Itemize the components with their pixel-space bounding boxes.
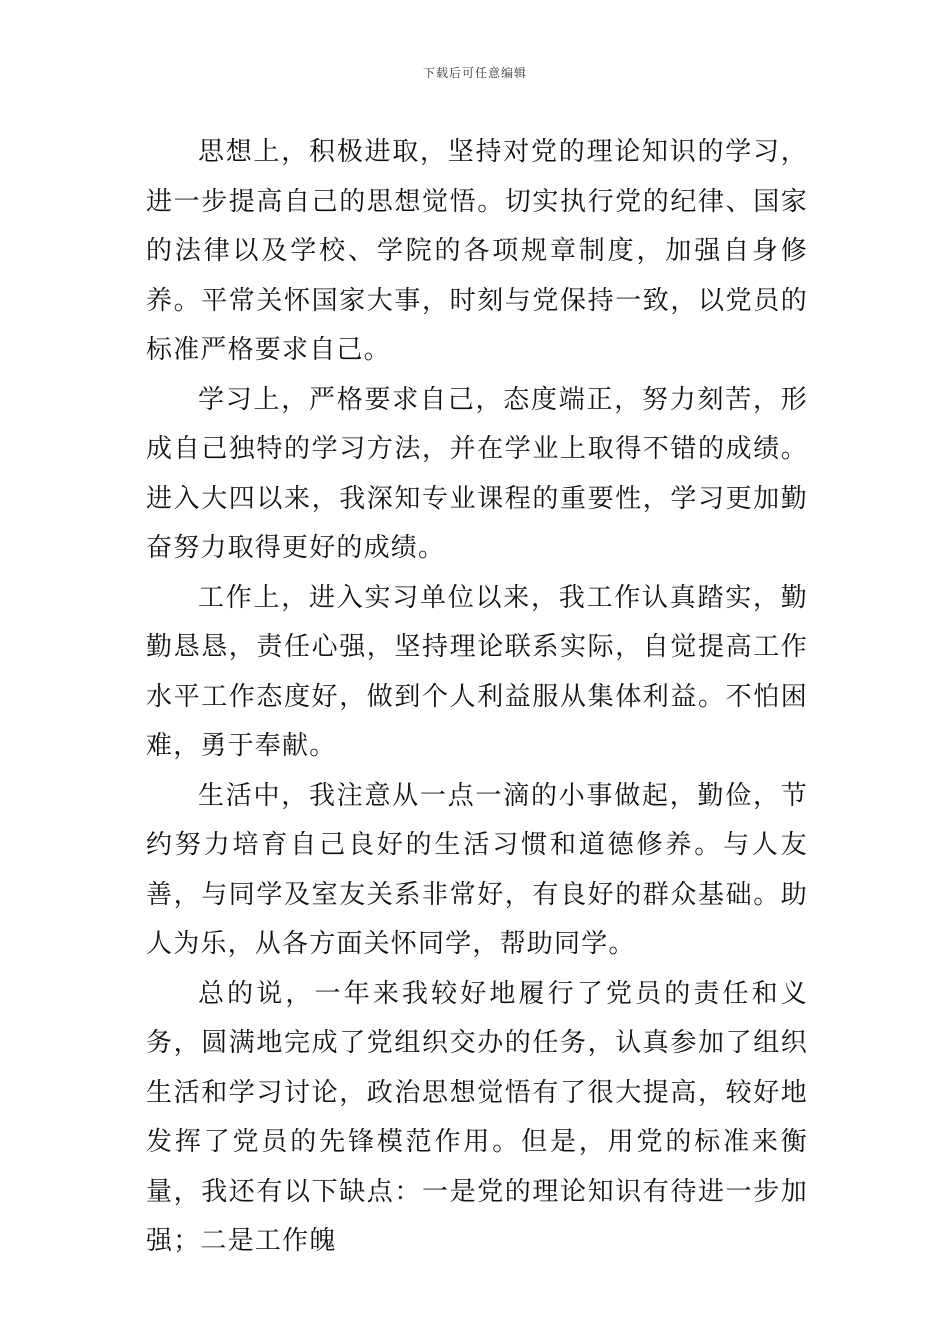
paragraph-work: 工作上，进入实习单位以来，我工作认真踏实，勤勤恳恳，责任心强，坚持理论联系实际，自觉提高工作水平工作态度好，做到个人利益服从集体利益。不怕困难，勇于奉献。: [146, 582, 808, 761]
document-body: [146, 128, 808, 1267]
paragraph-summary: 总的说，一年来我较好地履行了党员的责任和义务，圆满地完成了党组织交办的任务，认真参加了组织生活和学习讨论，政治思想觉悟有了很大提高，较好地发挥了党员的先锋模范作用。但是，用党的标准来衡量，我还有以下缺点：一是党的理论知识有待进一步加强；二是工作魄: [146, 978, 808, 1256]
page-header: 下载后可任意编辑: [422, 66, 527, 80]
paragraph-study: 学习上，严格要求自己，态度端正，努力刻苦，形成自己独特的学习方法，并在学业上取得不错的成绩。进入大四以来，我深知专业课程的重要性，学习更加勤奋努力取得更好的成绩。: [146, 384, 808, 563]
paragraph-life: 生活中，我注意从一点一滴的小事做起，勤俭，节约努力培育自己良好的生活习惯和道德修养。与人友善，与同学及室友关系非常好，有良好的群众基础。助人为乐，从各方面关怀同学，帮助同学。: [146, 780, 808, 959]
paragraph-thought: 思想上，积极进取，坚持对党的理论知识的学习，进一步提高自己的思想觉悟。切实执行党的纪律、国家的法律以及学校、学院的各项规章制度，加强自身修养。平常关怀国家大事，时刻与党保持一致，以党员的标准严格要求自己。: [146, 137, 808, 365]
